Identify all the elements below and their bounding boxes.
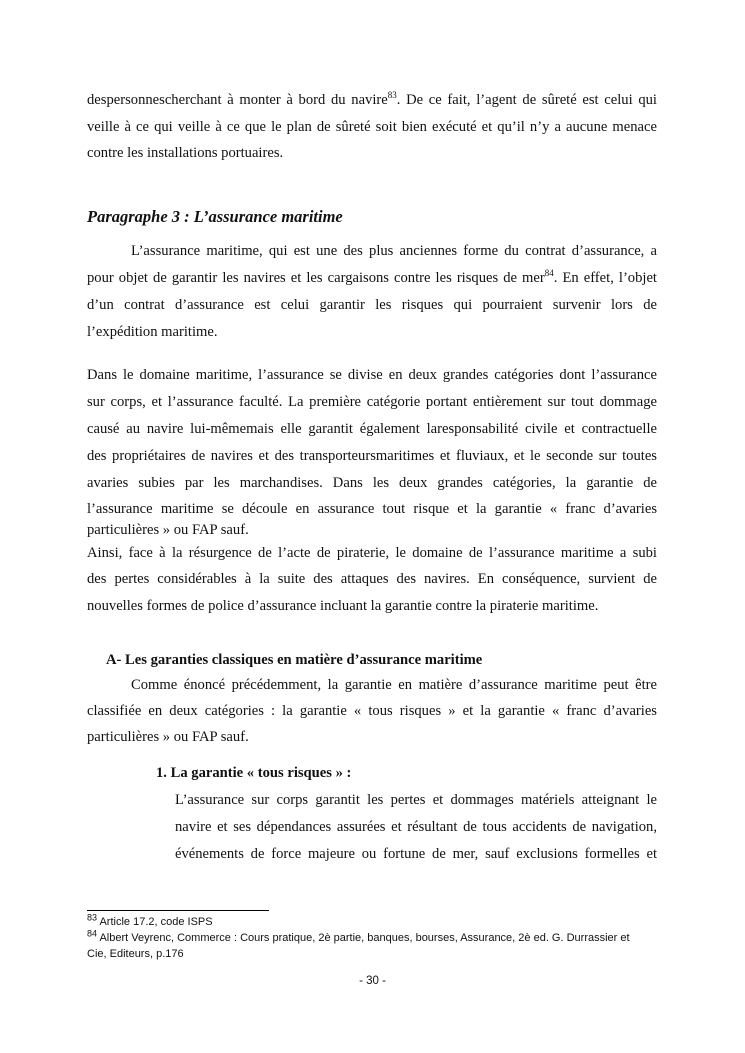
body-line: des propriétaires de navires et des transporteursmaritimes et fluviaux, et le seconde sur toutes bbox=[87, 448, 657, 464]
body-line: causé au navire lui-mêmemais elle garantit également laresponsabilité civile et contractuelle bbox=[87, 421, 657, 437]
body-line: Dans le domaine maritime, l’assurance se divise en deux grandes catégories dont l’assurance bbox=[87, 367, 657, 383]
subheading: A- Les garanties classiques en matière d’assurance maritime bbox=[106, 652, 483, 668]
body-line: avaries subies par les marchandises. Dans les deux grandes catégories, la garantie de bbox=[87, 475, 657, 491]
body-line: des pertes considérables à la suite des attaques des navires. En conséquence, survient de bbox=[87, 571, 657, 587]
body-line: L’assurance maritime, qui est une des plus anciennes forme du contrat d’assurance, a bbox=[131, 243, 657, 259]
footnote: $^{83}$ Article 17.2, code ISPS bbox=[87, 912, 213, 928]
body-line: Comme énoncé précédemment, la garantie en matière d’assurance maritime peut être bbox=[131, 677, 657, 693]
body-line: navire et ses dépendances assurées et résultant de tous accidents de navigation, bbox=[175, 819, 657, 835]
body-line: contre les installations portuaires. bbox=[87, 145, 284, 161]
body-line: particulières » ou FAP sauf. bbox=[87, 522, 249, 538]
footnote: Cie, Editeurs, p.176 bbox=[87, 948, 184, 960]
footnote-separator bbox=[87, 910, 269, 911]
body-line: particulières » ou FAP sauf. bbox=[87, 729, 249, 745]
body-line: veille à ce qui veille à ce que le plan de sûreté soit bien exécuté et qu’il n’y a aucune menace bbox=[87, 119, 657, 135]
page-number: - 30 - bbox=[359, 975, 386, 987]
body-line: sur corps, et l’assurance faculté. La première catégorie portant entièrement sur tout dommage bbox=[87, 394, 657, 410]
footnote-ref[interactable]: 84 bbox=[544, 268, 554, 279]
body-line: classifiée en deux catégories : la garantie « tous risques » et la garantie « franc d’avaries bbox=[87, 703, 657, 719]
section-heading: Paragraphe 3 : L’assurance maritime bbox=[87, 207, 343, 226]
body-line: événements de force majeure ou fortune de mer, sauf exclusions formelles et bbox=[175, 846, 657, 862]
body-line: l’expédition maritime. bbox=[87, 324, 218, 340]
body-line: pour objet de garantir les navires et les cargaisons contre les risques de mer$^{84}$. En effet, l’objet bbox=[87, 268, 657, 286]
list-item-heading: 1. La garantie « tous risques » : bbox=[156, 765, 352, 781]
body-line: Ainsi, face à la résurgence de l’acte de piraterie, le domaine de l’assurance maritime a subi bbox=[87, 545, 657, 561]
body-line: L’assurance sur corps garantit les pertes et dommages matériels atteignant le bbox=[175, 792, 657, 808]
body-line: despersonnescherchant à monter à bord du navire$^{83}$. De ce fait, l’agent de sûreté est celui qui bbox=[87, 90, 657, 108]
footnote: $^{84}$ Albert Veyrenc, Commerce : Cours pratique, 2è partie, banques, bourses, Assurance, 2è ed. G. Durrassier et bbox=[87, 928, 630, 944]
footnote-ref[interactable]: 83 bbox=[387, 90, 397, 101]
body-line: l’assurance maritime se découle en assurance tout risque et la garantie « franc d’avaries bbox=[87, 501, 657, 517]
body-line: nouvelles formes de police d’assurance incluant la garantie contre la piraterie maritime. bbox=[87, 598, 599, 614]
body-line: d’un contrat d’assurance est celui garantir les risques qui pourraient survenir lors de bbox=[87, 297, 657, 313]
